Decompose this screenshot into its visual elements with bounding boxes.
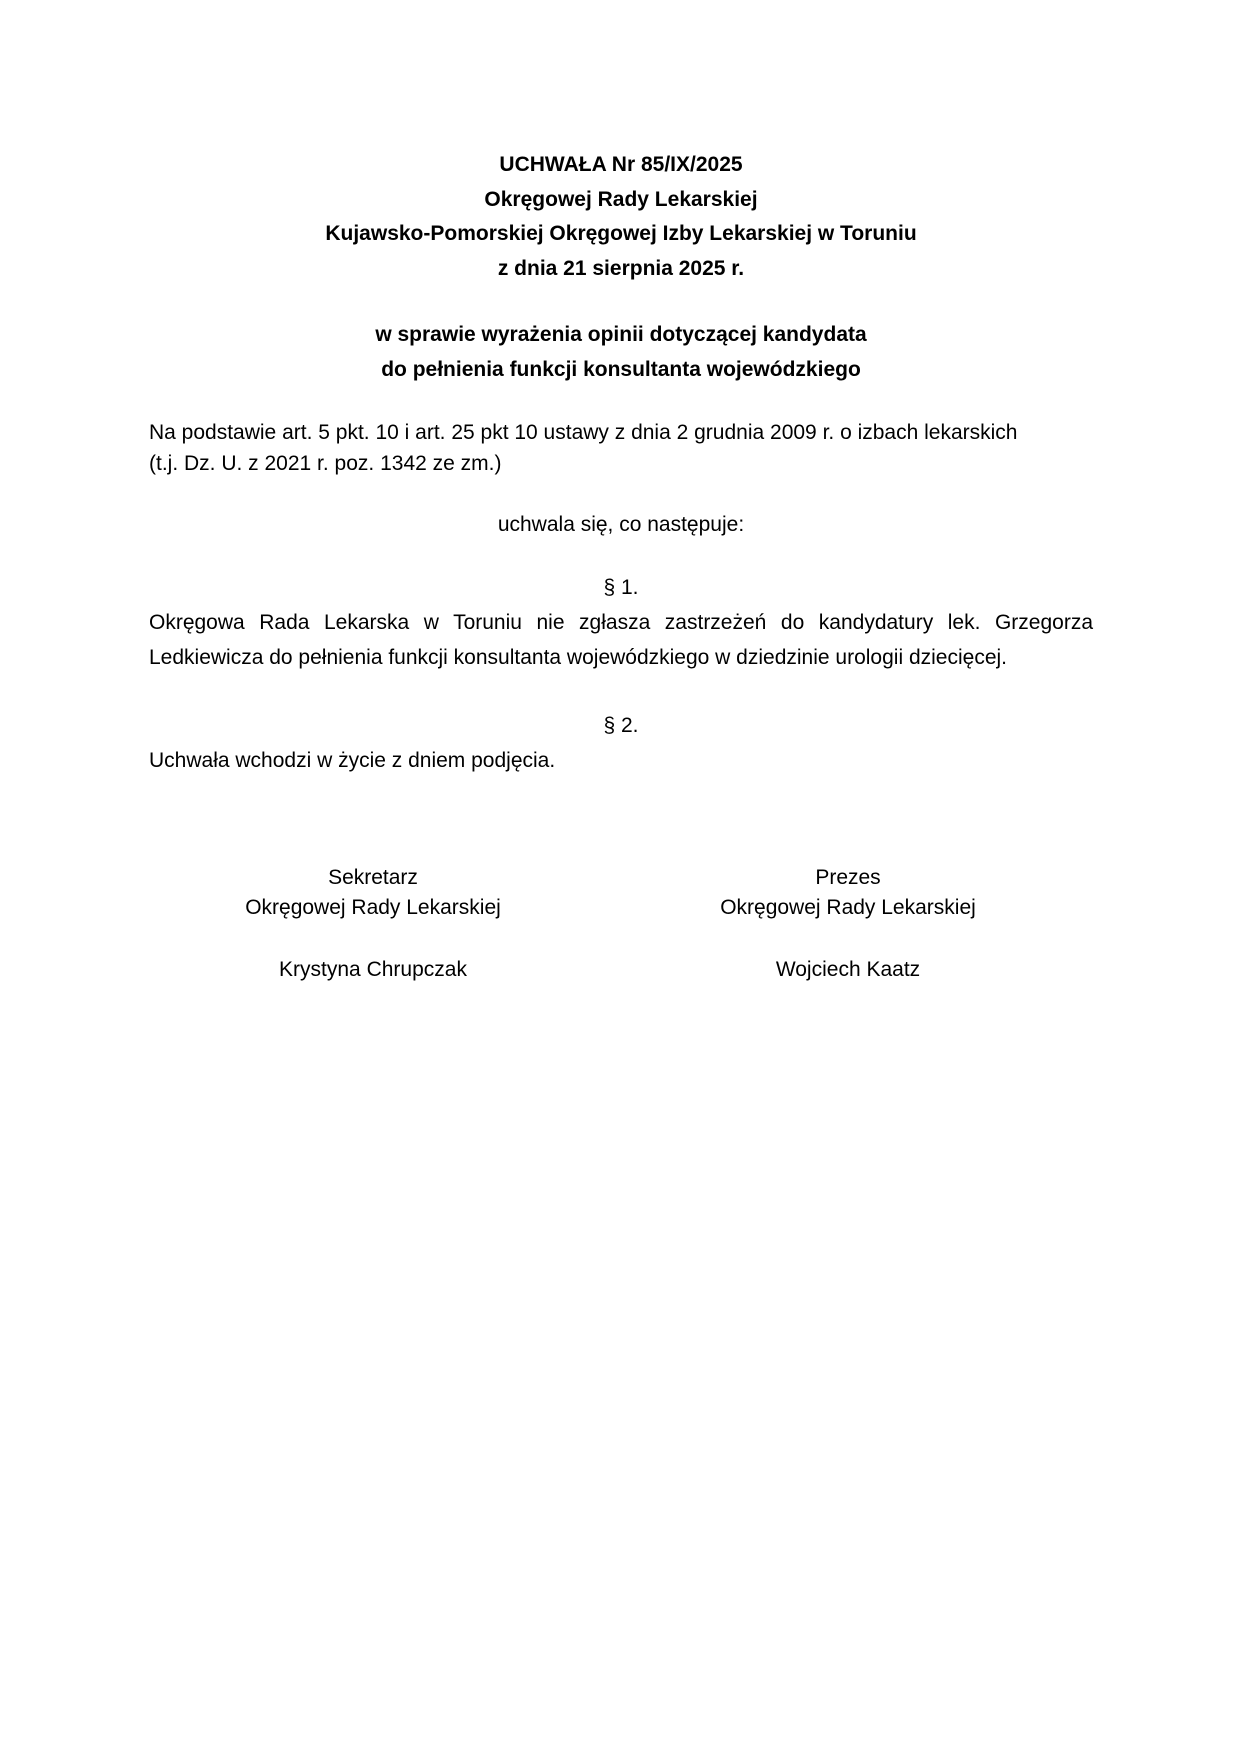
- resolution-subject: [149, 317, 1093, 387]
- signature-president: [658, 863, 1038, 985]
- section-2-text: [149, 743, 1093, 778]
- signature-role: Sekretarz: [328, 866, 418, 889]
- signature-block: [149, 863, 1093, 1003]
- signature-body: Okręgowej Rady Lekarskiej: [245, 896, 501, 919]
- issuing-chamber: Kujawsko-Pomorskiej Okręgowej Izby Lekarskiej w Toruniu: [325, 222, 917, 245]
- section-1-mark: § 1.: [603, 576, 639, 599]
- section-2-line-1: Uchwała wchodzi w życie z dniem podjęcia.: [149, 749, 556, 772]
- signature-name: Krystyna Chrupczak: [279, 958, 467, 981]
- resolves-clause: uchwala się, co następuje:: [497, 513, 745, 536]
- issuing-body: Okręgowej Rady Lekarskiej: [484, 187, 758, 211]
- section-1-line-1: Okręgowa Rada Lekarska w Toruniu nie zgłasza zastrzeżeń do kandydatury lek. Grzegorza: [149, 611, 1093, 634]
- resolution-date: z dnia 21 sierpnia 2025 r.: [497, 256, 745, 280]
- signature-role: Prezes: [815, 866, 881, 889]
- section-2-mark: § 2.: [603, 714, 639, 737]
- subject-line-2: do pełnienia funkcji konsultanta wojewódzkiego: [381, 358, 861, 381]
- resolution-title: UCHWAŁA Nr 85/IX/2025: [499, 153, 743, 176]
- document-body: [149, 148, 1093, 778]
- signature-body: Okręgowej Rady Lekarskiej: [720, 896, 976, 919]
- resolution-header: [149, 148, 1093, 286]
- legal-basis-line-2: (t.j. Dz. U. z 2021 r. poz. 1342 ze zm.): [149, 452, 502, 475]
- section-1-text: [149, 605, 1093, 675]
- signature-secretary: [183, 863, 563, 985]
- signature-name: Wojciech Kaatz: [775, 958, 921, 981]
- subject-line-1: w sprawie wyrażenia opinii dotyczącej kandydata: [375, 323, 867, 346]
- legal-basis-line-1: Na podstawie art. 5 pkt. 10 i art. 25 pkt 10 ustawy z dnia 2 grudnia 2009 r. o izbach lekarskich: [149, 421, 1018, 444]
- legal-basis: [149, 417, 1093, 479]
- section-1-line-2: Ledkiewicza do pełnienia funkcji konsultanta wojewódzkiego w dziedzinie urologii dziecięcej.: [149, 646, 1007, 669]
